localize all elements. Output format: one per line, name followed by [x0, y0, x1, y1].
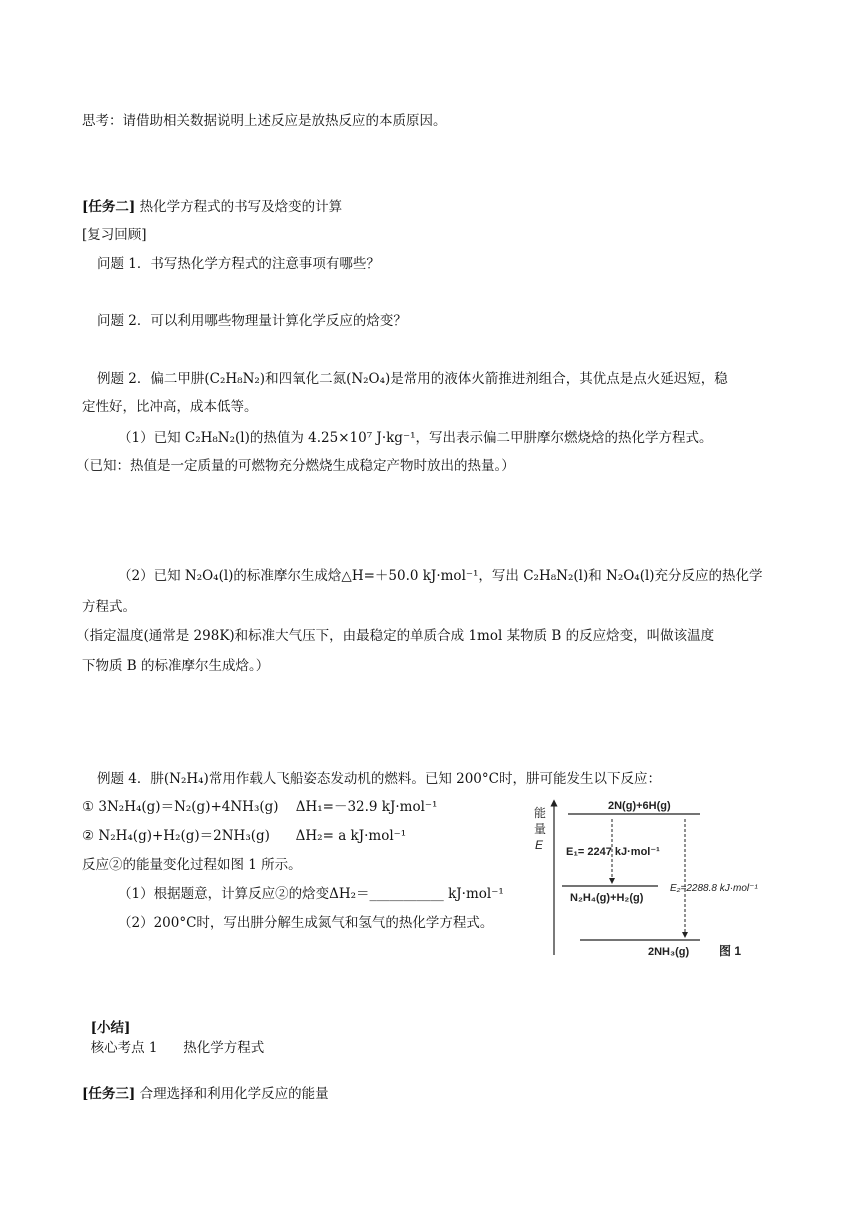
example2-note2-line1: （指定温度(通常是 298K)和标准大气压下，由最稳定的单质合成 1mol 某物质 B 的反应焓变，叫做该温度: [76, 628, 715, 644]
example4-reaction2: ② N₂H₄(g)+H₂(g)＝2NH₃(g) ΔH₂= a kJ·mol⁻¹: [82, 828, 407, 844]
task2-tag: [任务二]: [82, 199, 136, 215]
middle-level-label: N₂H₄(g)+H₂(g): [570, 892, 644, 904]
example2-note1: （已知：热值是一定质量的可燃物充分燃烧生成稳定产物时放出的热量。）: [76, 458, 515, 474]
task3-title: 合理选择和利用化学反应的能量: [139, 1086, 329, 1102]
example2-part1: （1）已知 C₂H₈N₂(l)的热值为 4.25×10⁷ J·kg⁻¹，写出表示偏二甲肼摩尔燃烧焓的热化学方程式。: [118, 430, 713, 446]
e2-label: E₂=2288.8 kJ·mol⁻¹: [670, 883, 758, 894]
bottom-level-label: 2NH₃(g): [648, 946, 690, 958]
summary-tag: [小结]: [90, 1020, 131, 1036]
example2-part2-line1: （2）已知 N₂O₄(l)的标准摩尔生成焓△H=＋50.0 kJ·mol⁻¹，写出 C₂H₈N₂(l)和 N₂O₄(l)充分反应的热化学: [118, 568, 763, 584]
example4-part2: （2）200°C时，写出肼分解生成氮气和氢气的热化学方程式。: [118, 915, 494, 931]
example4-part1: （1）根据题意，计算反应②的焓变ΔH₂＝___________ kJ·mol⁻¹: [118, 886, 504, 902]
example4-figure-ref: 反应②的能量变化过程如图 1 所示。: [82, 857, 302, 873]
e1-label: E₁= 2247 kJ·mol⁻¹: [566, 846, 660, 858]
example4-reaction1: ① 3N₂H₄(g)＝N₂(g)+4NH₃(g) ΔH₁=－32.9 kJ·mol⁻¹: [82, 799, 438, 815]
example2-line2: 定性好，比冲高，成本低等。: [82, 399, 258, 415]
example2-part2-line2: 方程式。: [82, 599, 136, 615]
axis-label-energy-1: 能: [534, 806, 547, 820]
think-question: 思考：请借助相关数据说明上述反应是放热反应的本质原因。: [82, 113, 447, 129]
summary-heading: [82, 998, 264, 1058]
example4-intro: 例题 4．肼(N₂H₄)常用作载人飞船姿态发动机的燃料。已知 200°C时，肼可能发生以下反应：: [97, 771, 661, 787]
task3-tag: [任务三]: [82, 1086, 136, 1102]
question-1: 问题 1．书写热化学方程式的注意事项有哪些？: [97, 256, 380, 272]
question-2: 问题 2．可以利用哪些物理量计算化学反应的焓变？: [97, 313, 407, 329]
task2-heading: [82, 197, 342, 217]
axis-label-energy-3: E: [535, 838, 544, 852]
axis-label-energy-2: 量: [534, 822, 547, 836]
review-label: [复习回顾]: [82, 227, 147, 243]
summary-text: 核心考点 1 热化学方程式: [90, 1040, 265, 1056]
task2-title: 热化学方程式的书写及焓变的计算: [139, 199, 343, 215]
example2-note2-line2: 下物质 B 的标准摩尔生成焓。）: [82, 658, 270, 674]
example2-line1: 例题 2．偏二甲肼(C₂H₈N₂)和四氧化二氮(N₂O₄)是常用的液体火箭推进剂组合，其优点是点火延迟短，稳: [97, 371, 728, 387]
top-level-label: 2N(g)+6H(g): [608, 800, 671, 812]
energy-diagram: [530, 795, 790, 965]
task3-heading: [82, 1084, 329, 1104]
figure-caption: 图 1: [719, 944, 742, 958]
